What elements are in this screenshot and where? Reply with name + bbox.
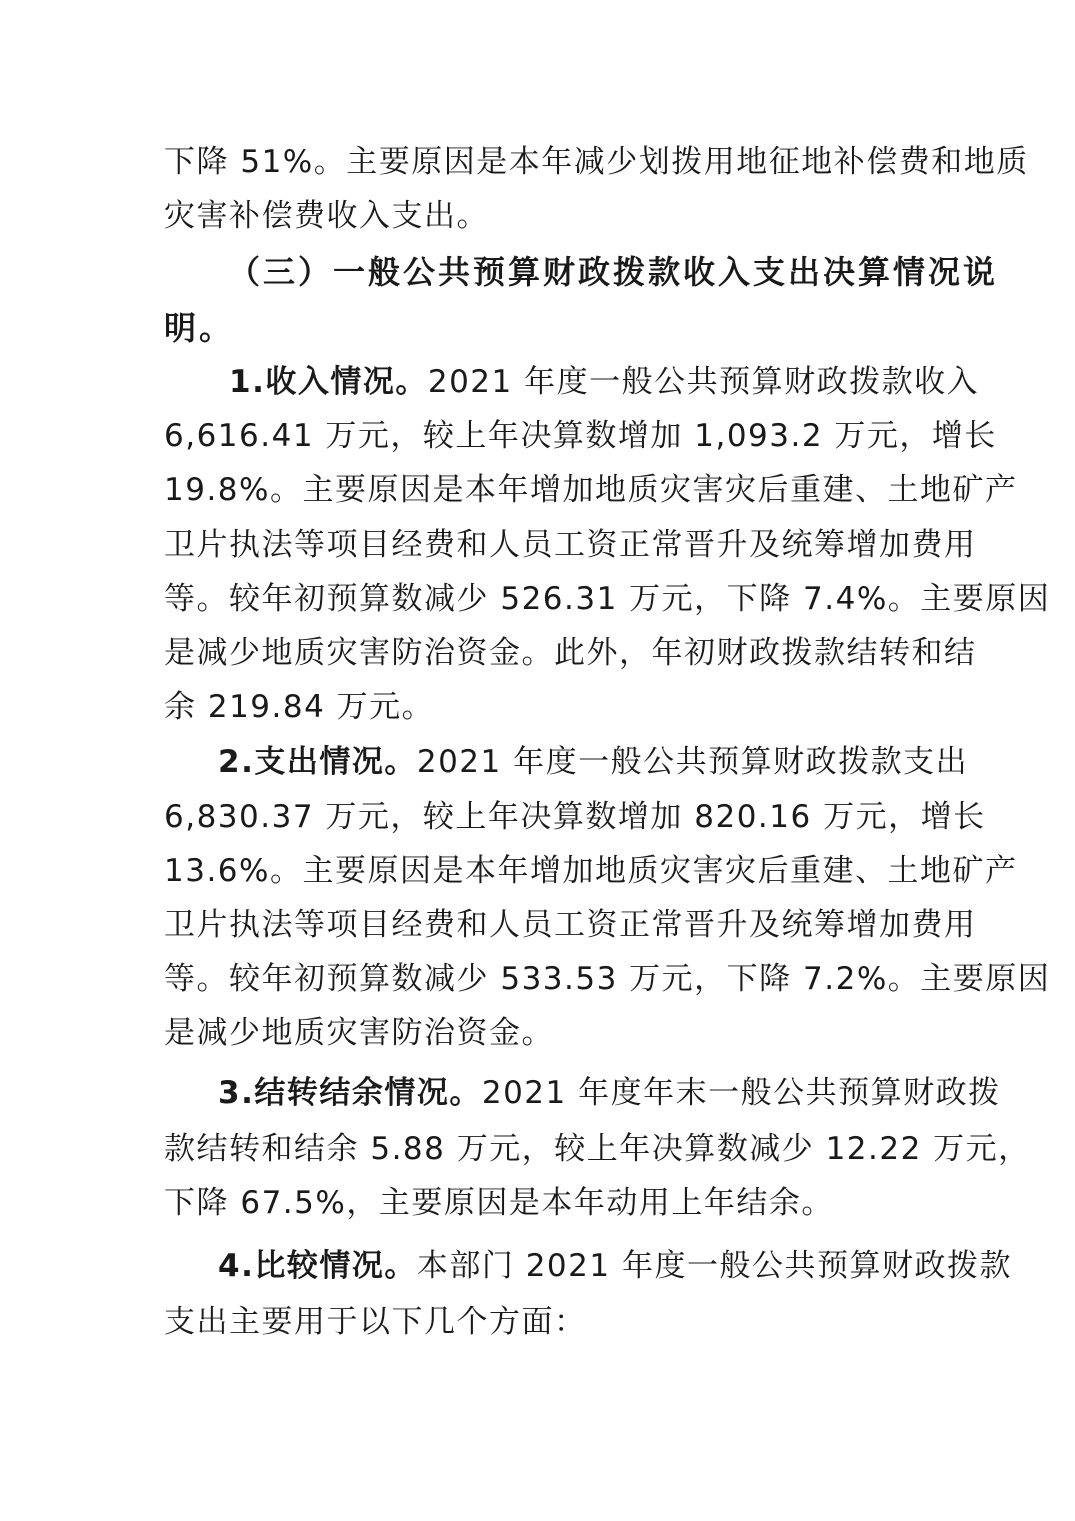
text-line: 下降 51%。主要原因是本年减少划拨用地征地补偿费和地质: [164, 144, 1029, 180]
carryover-label: 3.结转结余情况。: [218, 1075, 482, 1111]
text-line: 款结转和结余 5.88 万元，较上年决算数减少 12.22 万元，: [164, 1131, 1031, 1167]
text-run: 2021 年度一般公共预算财政拨款支出: [416, 744, 969, 780]
text-line: 余 219.84 万元。: [164, 689, 435, 725]
text-line: 是减少地质灾害防治资金。: [164, 1015, 554, 1051]
text-run: 2021 年度年末一般公共预算财政拨: [481, 1075, 1001, 1111]
text-line: 等。较年初预算数减少 526.31 万元，下降 7.4%。主要原因: [164, 581, 1051, 617]
text-line: [218, 1246, 1012, 1286]
text-line: 6,830.37 万元，较上年决算数增加 820.16 万元，增长: [164, 799, 986, 835]
text-line: [218, 1073, 1001, 1113]
heading-line: 明。: [164, 309, 235, 347]
text-line: 是减少地质灾害防治资金。此外，年初财政拨款结转和结: [164, 635, 977, 671]
text-line: 下降 67.5%，主要原因是本年动用上年结余。: [164, 1185, 834, 1221]
text-line: 支出主要用于以下几个方面：: [164, 1304, 587, 1340]
text-line: 卫片执法等项目经费和人员工资正常晋升及统筹增加费用: [164, 527, 977, 563]
text-line: 灾害补偿费收入支出。: [164, 198, 489, 234]
comparison-label: 4.比较情况。: [218, 1248, 417, 1284]
income-label: 1.收入情况。: [229, 364, 428, 400]
text-line: 等。较年初预算数减少 533.53 万元，下降 7.2%。主要原因: [164, 961, 1051, 997]
text-line: 13.6%。主要原因是本年增加地质灾害灾后重建、土地矿产: [164, 853, 1018, 889]
text-line: [229, 362, 979, 402]
text-line: 卫片执法等项目经费和人员工资正常晋升及统筹增加费用: [164, 907, 977, 943]
expenditure-label: 2.支出情况。: [218, 744, 417, 780]
text-line: [218, 742, 968, 782]
text-run: 本部门 2021 年度一般公共预算财政拨款: [416, 1248, 1012, 1284]
text-line: 19.8%。主要原因是本年增加地质灾害灾后重建、土地矿产: [164, 472, 1018, 508]
text-run: 2021 年度一般公共预算财政拨款收入: [427, 364, 980, 400]
text-line: 6,616.41 万元，较上年决算数增加 1,093.2 万元，增长: [164, 418, 997, 454]
heading-line: （三）一般公共预算财政拨款收入支出决算情况说: [228, 253, 999, 291]
